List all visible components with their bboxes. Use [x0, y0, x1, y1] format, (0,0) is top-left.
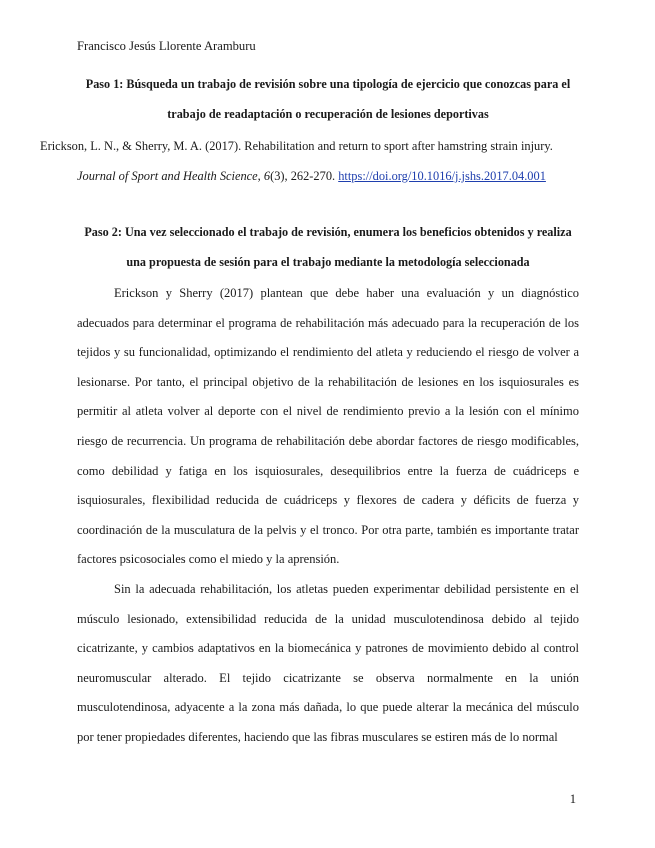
- reference-citation: [40, 132, 579, 191]
- body-text: [77, 279, 579, 753]
- running-header-author: Francisco Jesús Llorente Aramburu: [77, 39, 256, 53]
- step1-heading: Paso 1: Búsqueda un trabajo de revisión sobre una tipología de ejercicio que conozcas para el trabajo de readaptación o recuperación de lesiones deportivas: [85, 77, 571, 121]
- paragraph: Sin la adecuada rehabilitación, los atletas pueden experimentar debilidad persistente en el músculo lesionado, extensibilidad reducida de la unidad musculotendinosa debido al tejido cicatrizante, y cambios adaptativos en la biomecánica y patrones de movimiento debido al control neuromuscular alterado. El tejido cicatrizante se observa normalmente en la unión musculotendinosa, adyacente a la zona más dañada, lo que puede alterar la mecánica del músculo por tener propiedades diferentes, haciendo que las fibras musculares se estiren más de lo normal: [77, 581, 579, 744]
- reference-source-line: [77, 162, 579, 192]
- reference-journal: Journal of Sport and Health Science: [77, 168, 258, 183]
- reference-volume-separator: ,: [257, 168, 264, 183]
- reference-volume: 6: [263, 168, 271, 183]
- step2-heading: Paso 2: Una vez seleccionado el trabajo de revisión, enumera los beneficios obtenidos y realiza una propuesta de sesión para el trabajo mediante la metodología seleccionada: [84, 225, 572, 269]
- paragraph: Erickson y Sherry (2017) plantean que debe haber una evaluación y un diagnóstico adecuados para determinar el programa de rehabilitación más adecuado para la recuperación de los tejidos y su funcionalidad, optimizando el rendimiento del atleta y reduciendo el riesgo de volver a lesionarse. Por tanto, el principal objetivo de la rehabilitación de lesiones en los isquiosurales es permitir al atleta volver al deporte con el nivel de rendimiento previo a la lesión con el mínimo riesgo de recurrencia. Un programa de rehabilitación debe abordar factores de riesgo modificables, como debilidad y fatiga en los isquiosurales, desequilibrios entre la fuerza de cuádriceps e isquiosurales, flexibilidad reducida de cuádriceps y flexores de cadera y déficits de fuerza y coordinación de la musculatura de la pelvis y el tronco. Por otra parte, también es importante tratar factores psicosociales como el miedo y la aprensión.: [77, 286, 579, 567]
- reference-issue-pages: (3), 262-270.: [270, 168, 339, 183]
- page-number: 1: [569, 792, 576, 806]
- reference-doi-link[interactable]: https://doi.org/10.1016/j.jshs.2017.04.001: [338, 168, 546, 183]
- reference-authors-title: Erickson, L. N., & Sherry, M. A. (2017). Rehabilitation and return to sport after hamstring strain injury.: [40, 139, 553, 153]
